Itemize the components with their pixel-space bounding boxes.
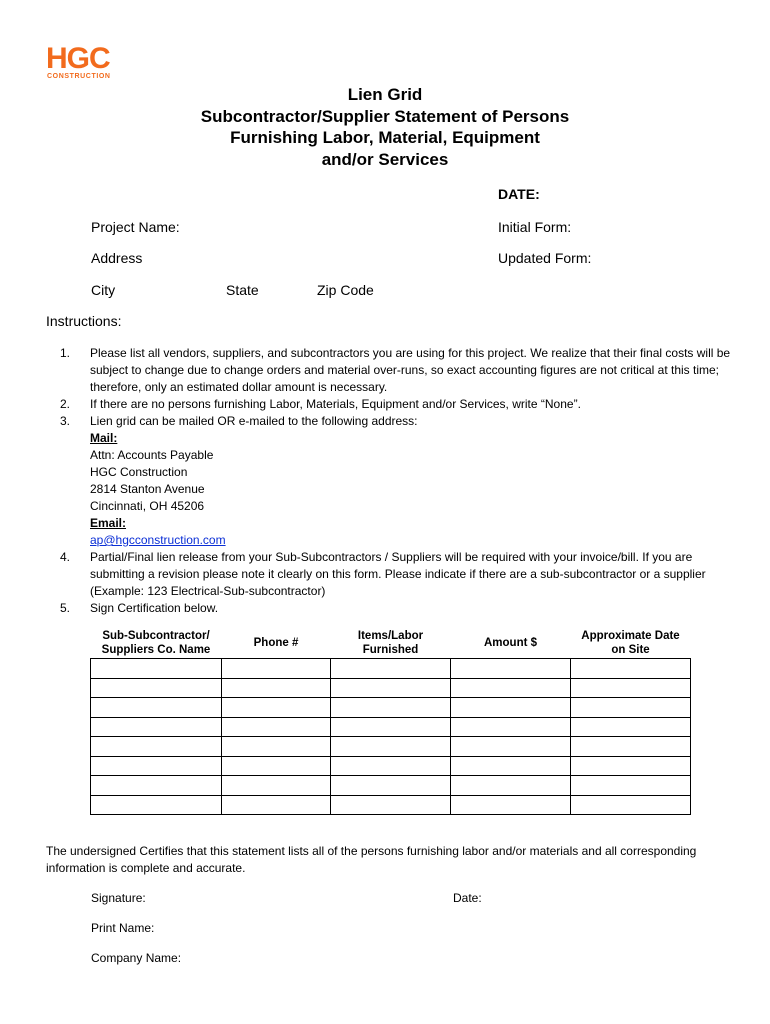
table-cell[interactable] xyxy=(451,659,571,679)
form-title: Lien Grid xyxy=(347,85,423,104)
table-cell[interactable] xyxy=(571,737,691,757)
table-cell[interactable] xyxy=(91,678,222,698)
table-cell[interactable] xyxy=(222,659,331,679)
list-text: Please list all vendors, suppliers, and subcontractors you are using for this project. We realize that their final costs will be subject to change due to change orders and material over-runs, so exact accounting figures are not critical at this time; therefore, only an estimated dollar amount is necessary. xyxy=(90,346,731,394)
list-text: Sign Certification below. xyxy=(90,601,219,615)
list-item xyxy=(60,600,735,617)
list-item xyxy=(60,345,735,396)
mail-line: HGC Construction xyxy=(90,465,188,479)
logo-subtitle: CONSTRUCTION xyxy=(47,73,111,80)
table-cell[interactable] xyxy=(91,698,222,718)
column-header-phone: Phone # xyxy=(253,637,299,649)
updated-form-label: Updated Form: xyxy=(498,250,592,266)
table-cell[interactable] xyxy=(571,698,691,718)
instructions-list xyxy=(60,345,735,617)
form-subtitle-line-2: Furnishing Labor, Material, Equipment xyxy=(230,128,540,147)
list-text: If there are no persons furnishing Labor, Materials, Equipment and/or Services, write “None”. xyxy=(90,397,581,411)
table-cell[interactable] xyxy=(331,776,451,796)
table-row xyxy=(91,659,691,679)
email-link[interactable]: ap@hgcconstruction.com xyxy=(90,533,226,547)
table-cell[interactable] xyxy=(451,776,571,796)
column-header-company: Sub-Subcontractor/ Suppliers Co. Name xyxy=(101,630,211,656)
email-label: Email: xyxy=(90,516,127,530)
table-cell[interactable] xyxy=(331,717,451,737)
table-cell[interactable] xyxy=(91,659,222,679)
project-name-label: Project Name: xyxy=(91,219,180,235)
table-row xyxy=(91,756,691,776)
initial-form-label: Initial Form: xyxy=(498,219,572,235)
table-cell[interactable] xyxy=(571,678,691,698)
table-cell[interactable] xyxy=(451,756,571,776)
table-cell[interactable] xyxy=(571,795,691,815)
list-text: Lien grid can be mailed OR e-mailed to the following address: xyxy=(90,414,418,428)
table-cell[interactable] xyxy=(571,659,691,679)
table-cell[interactable] xyxy=(222,717,331,737)
table-cell[interactable] xyxy=(331,698,451,718)
table-cell[interactable] xyxy=(222,795,331,815)
table-cell[interactable] xyxy=(91,776,222,796)
list-item xyxy=(60,413,735,549)
address-label: Address xyxy=(91,250,143,266)
table-cell[interactable] xyxy=(451,737,571,757)
certification-date-label: Date: xyxy=(453,891,482,905)
column-header-items: Items/Labor Furnished xyxy=(357,630,424,656)
list-number: 2. xyxy=(60,397,71,411)
table-cell[interactable] xyxy=(222,678,331,698)
list-item xyxy=(60,396,735,413)
table-cell[interactable] xyxy=(91,737,222,757)
mail-line: Cincinnati, OH 45206 xyxy=(90,499,205,513)
table-row xyxy=(91,737,691,757)
table-cell[interactable] xyxy=(222,776,331,796)
table-cell[interactable] xyxy=(451,678,571,698)
table-cell[interactable] xyxy=(331,795,451,815)
table-cell[interactable] xyxy=(222,756,331,776)
table-row xyxy=(91,717,691,737)
form-subtitle-line-1: Subcontractor/Supplier Statement of Persons xyxy=(200,107,570,126)
city-label: City xyxy=(91,282,116,298)
mail-line: Attn: Accounts Payable xyxy=(90,448,214,462)
state-label: State xyxy=(226,282,259,298)
table-row xyxy=(91,776,691,796)
table-row xyxy=(91,698,691,718)
table-cell[interactable] xyxy=(331,659,451,679)
table-cell[interactable] xyxy=(451,795,571,815)
table-cell[interactable] xyxy=(91,795,222,815)
instructions-heading: Instructions: xyxy=(46,313,122,329)
mail-label: Mail: xyxy=(90,431,118,445)
lien-grid-table xyxy=(90,628,691,815)
print-name-label: Print Name: xyxy=(91,921,155,935)
table-row xyxy=(91,678,691,698)
list-item xyxy=(60,549,735,600)
list-number: 1. xyxy=(60,346,71,360)
table-header-row xyxy=(91,628,691,659)
table-cell[interactable] xyxy=(331,737,451,757)
table-cell[interactable] xyxy=(91,756,222,776)
list-number: 5. xyxy=(60,601,71,615)
company-name-label: Company Name: xyxy=(91,951,182,965)
zip-code-label: Zip Code xyxy=(317,282,374,298)
column-header-amount: Amount $ xyxy=(483,637,538,649)
company-logo xyxy=(46,42,138,84)
table-cell[interactable] xyxy=(331,756,451,776)
table-cell[interactable] xyxy=(571,756,691,776)
mail-line: 2814 Stanton Avenue xyxy=(90,482,205,496)
certification-text: The undersigned Certifies that this statement lists all of the persons furnishing labor and/or materials and all corresponding information is complete and accurate. xyxy=(46,844,697,875)
table-cell[interactable] xyxy=(222,737,331,757)
table-cell[interactable] xyxy=(451,717,571,737)
date-label: DATE: xyxy=(498,186,540,202)
list-text: Partial/Final lien release from your Sub-Subcontractors / Suppliers will be required with your invoice/bill. If you are submitting a revision please note it clearly on this form. Please indicate if there are a sub-subcontractor or a supplier (Example: 123 Electrical-Sub-subcontractor) xyxy=(90,550,706,598)
signature-label: Signature: xyxy=(91,891,146,905)
table-cell[interactable] xyxy=(222,698,331,718)
table-cell[interactable] xyxy=(571,776,691,796)
table-cell[interactable] xyxy=(91,717,222,737)
logo-name: HGC xyxy=(46,42,110,75)
table-row xyxy=(91,795,691,815)
list-number: 4. xyxy=(60,550,71,564)
list-number: 3. xyxy=(60,414,71,428)
form-subtitle-line-3: and/or Services xyxy=(321,150,449,169)
table-cell[interactable] xyxy=(451,698,571,718)
table-cell[interactable] xyxy=(331,678,451,698)
column-header-date-on-site: Approximate Date on Site xyxy=(581,630,680,656)
table-cell[interactable] xyxy=(571,717,691,737)
